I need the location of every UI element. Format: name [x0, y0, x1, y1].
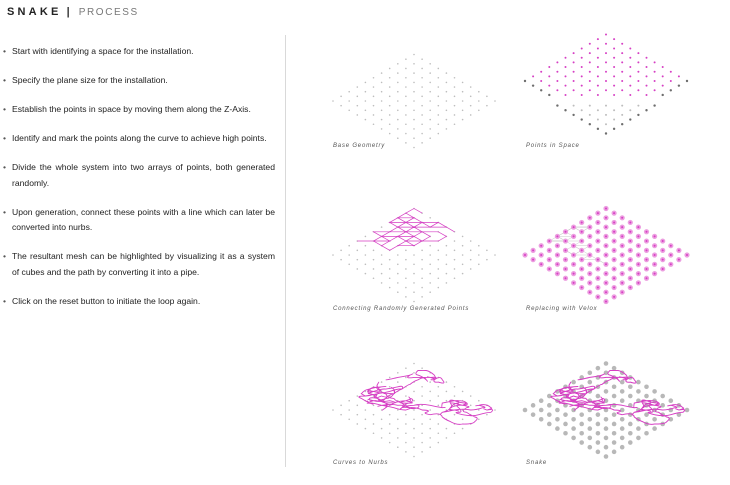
- process-step: [3, 205, 275, 236]
- process-step: [3, 249, 275, 280]
- panel-base-geometry: [319, 26, 509, 176]
- bullet-icon: •: [3, 133, 7, 143]
- process-step: [3, 160, 275, 191]
- bullet-icon: •: [3, 251, 7, 261]
- panel-caption: Snake: [526, 460, 548, 466]
- step-text: Identify and mark the points along the curve to achieve high points.: [12, 133, 267, 143]
- bullet-icon: •: [3, 104, 7, 114]
- bullet-icon: •: [3, 295, 7, 306]
- panel-replacing-with-velox: [511, 180, 701, 330]
- step-text: Specify the plane size for the installation.: [12, 75, 168, 85]
- process-step: [3, 131, 275, 147]
- bullet-icon: •: [3, 46, 7, 56]
- vertical-divider: [285, 35, 286, 467]
- process-step: [3, 44, 275, 60]
- panel-curves-to-nurbs: [319, 335, 509, 485]
- panel-caption: Points in Space: [526, 143, 580, 149]
- panel-caption: Replacing with Velox: [526, 306, 598, 312]
- panel-connecting-points: [319, 180, 509, 330]
- process-step: [3, 73, 275, 89]
- panel-caption: Base Geometry: [333, 143, 386, 149]
- title-main: SNAKE: [7, 6, 62, 18]
- process-step: [3, 102, 275, 118]
- bullet-icon: •: [3, 162, 7, 172]
- process-steps-list: [3, 44, 275, 323]
- page-title: [7, 6, 139, 18]
- panel-caption: Connecting Randomly Generated Points: [333, 306, 470, 312]
- base-geometry-diagram: [319, 26, 509, 176]
- step-text: Divide the whole system into two arrays of points, both generated randomly.: [12, 162, 275, 188]
- process-step: [3, 294, 275, 310]
- bullet-icon: •: [3, 75, 7, 85]
- step-text: Upon generation, connect these points with a line which can later be converted into nurbs.: [12, 206, 275, 232]
- title-subtitle: PROCESS: [78, 7, 139, 18]
- bullet-icon: •: [3, 206, 7, 217]
- panel-snake: [511, 335, 701, 485]
- step-text: Start with identifying a space for the installation.: [12, 46, 194, 56]
- panel-caption: Curves to Nurbs: [333, 460, 389, 466]
- title-separator: |: [66, 6, 70, 18]
- step-text: Establish the points in space by moving them along the Z-Axis.: [12, 104, 251, 114]
- panel-points-in-space: [511, 15, 701, 165]
- step-text: Click on the reset button to initiate the loop again.: [12, 295, 201, 306]
- step-text: The resultant mesh can be highlighted by visualizing it as a system of cubes and the path by converting it into a pipe.: [12, 251, 275, 277]
